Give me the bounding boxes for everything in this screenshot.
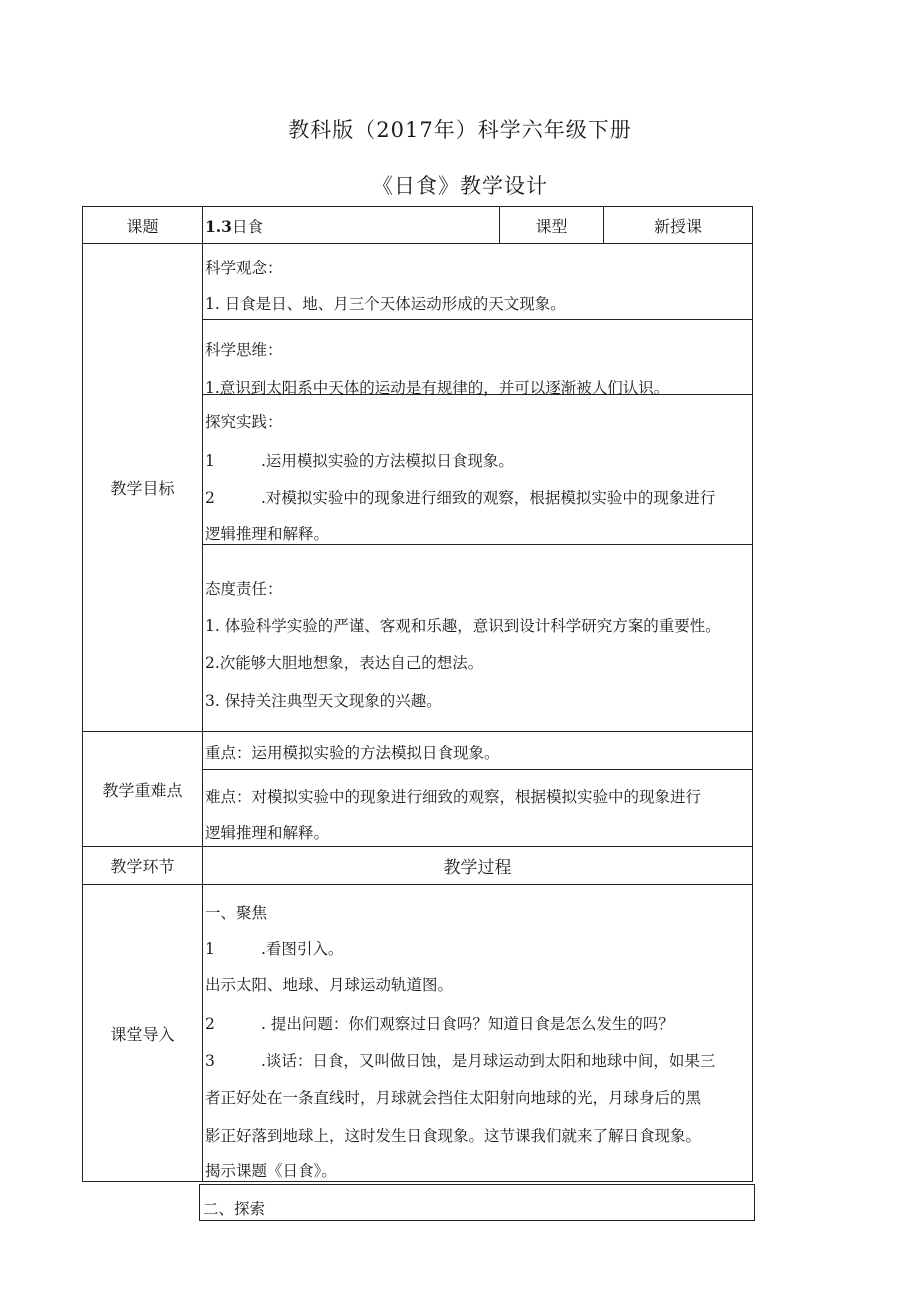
practice-item-2-continued: 逻辑推理和解释。 bbox=[205, 525, 330, 543]
practice-item-1-text: .运用模拟实验的方法模拟日食现象。 bbox=[261, 452, 514, 470]
type-value: 新授课 bbox=[653, 216, 702, 236]
thinking-item-1: 1.意识到太阳系中天体的运动是有规律的，并可以逐渐被人们认识。 bbox=[205, 379, 670, 397]
topic-number: 1.3 bbox=[205, 217, 232, 236]
thinking-heading: 科学思维： bbox=[205, 341, 283, 359]
intro-step-3-continued-1: 者正好处在一条直线时，月球就会挡住太阳射向地球的光，月球身后的黑 bbox=[205, 1089, 702, 1107]
document-title: 教科版（2017年）科学六年级下册 bbox=[288, 118, 632, 142]
concept-heading: 科学观念： bbox=[205, 259, 283, 277]
concept-item-1: 1. 日食是日、地、月三个天体运动形成的天文现象。 bbox=[205, 295, 566, 313]
intro-step-2-number: 2 bbox=[205, 1015, 215, 1033]
intro-reveal-topic: 揭示课题《日食》。 bbox=[205, 1162, 337, 1180]
topic-name: 日食 bbox=[231, 218, 263, 236]
practice-heading: 探究实践： bbox=[205, 413, 283, 431]
intro-step-1-number: 1 bbox=[205, 940, 215, 958]
intro-step-3-text: .谈话：日食，又叫做日蚀，是月球运动到太阳和地球中间，如果三 bbox=[261, 1052, 716, 1070]
intro-step-3 bbox=[205, 1049, 715, 1071]
attitude-item-2: 2.次能够大胆地想象，表达自己的想法。 bbox=[205, 654, 484, 672]
process-column-header: 教学过程 bbox=[443, 858, 512, 878]
objectives-label: 教学目标 bbox=[110, 479, 175, 498]
intro-step-2-text: . 提出问题：你们观察过日食吗？知道日食是怎么发生的吗？ bbox=[261, 1015, 674, 1033]
practice-item-2-text: .对模拟实验中的现象进行细致的观察，根据模拟实验中的现象进行 bbox=[261, 489, 716, 507]
lesson-title: 《日食》教学设计 bbox=[372, 174, 548, 198]
practice-item-2 bbox=[205, 486, 715, 508]
attitude-heading: 态度责任： bbox=[205, 580, 283, 598]
key-point: 重点：运用模拟实验的方法模拟日食现象。 bbox=[205, 744, 500, 762]
topic-value bbox=[205, 215, 263, 237]
attitude-item-3: 3. 保持关注典型天文现象的兴趣。 bbox=[205, 692, 442, 710]
attitude-item-1: 1. 体验科学实验的严谨、客观和乐趣，意识到设计科学研究方案的重要性。 bbox=[205, 617, 721, 635]
intro-label: 课堂导入 bbox=[110, 1024, 175, 1044]
intro-step-1 bbox=[205, 937, 343, 959]
type-label: 课型 bbox=[535, 216, 568, 236]
intro-step-1-text: .看图引入。 bbox=[261, 940, 344, 958]
difficult-point: 难点：对模拟实验中的现象进行细致的观察，根据模拟实验中的现象进行 bbox=[205, 788, 702, 806]
intro-step-3-continued-2: 影正好落到地球上，这时发生日食现象。这节课我们就来了解日食现象。 bbox=[205, 1127, 702, 1145]
intro-step-3-number: 3 bbox=[205, 1052, 215, 1070]
intro-section-heading: 一、聚焦 bbox=[205, 904, 268, 922]
practice-item-1-number: 1 bbox=[205, 452, 215, 470]
practice-item-1 bbox=[205, 449, 514, 471]
intro-step-2 bbox=[205, 1012, 674, 1034]
topic-label: 课题 bbox=[126, 216, 159, 236]
difficult-point-continued: 逻辑推理和解释。 bbox=[205, 824, 330, 842]
intro-step-1-detail: 出示太阳、地球、月球运动轨道图。 bbox=[205, 976, 454, 994]
explore-section-heading: 二、探索 bbox=[203, 1200, 266, 1218]
stage-column-header: 教学环节 bbox=[110, 857, 175, 876]
practice-item-2-number: 2 bbox=[205, 489, 215, 507]
key-points-label: 教学重难点 bbox=[102, 780, 183, 800]
